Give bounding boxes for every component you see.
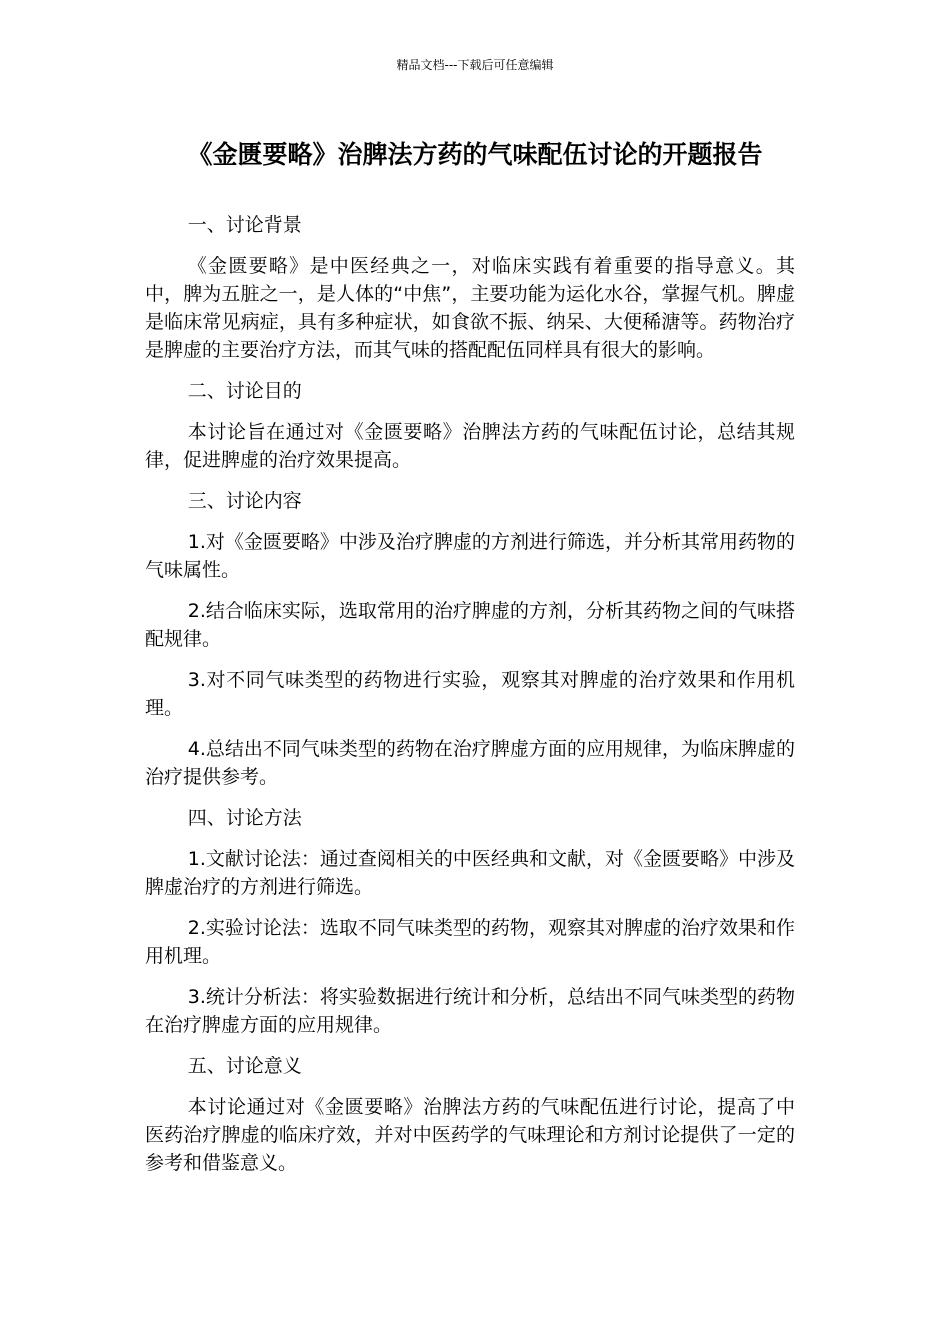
list-item-content-3: 3.对不同气味类型的药物进行实验，观察其对脾虚的治疗效果和作用机理。 [145,669,795,719]
section-heading-methods: 四、讨论方法 [187,807,302,829]
section-heading-content: 三、讨论内容 [187,490,302,512]
paragraph-background: 《金匮要略》是中医经典之一，对临床实践有着重要的指导意义。其中，脾为五脏之一，是人体的“中焦”，主要功能为运化水谷，掌握气机。脾虚是临床常见病症，具有多种症状，如食欲不振、纳呆、大便稀溏等。药物治疗是脾虚的主要治疗方法，而其气味的搭配配伍同样具有很大的影响。 [145,255,795,361]
list-item-method-1: 1.文献讨论法：通过查阅相关的中医经典和文献，对《金匮要略》中涉及脾虚治疗的方剂进行筛选。 [145,848,795,898]
section-heading-background: 一、讨论背景 [187,214,302,236]
document-body [145,211,795,1190]
list-item-method-3: 3.统计分析法：将实验数据进行统计和分析，总结出不同气味类型的药物在治疗脾虚方面的应用规律。 [145,986,795,1036]
section-heading-significance: 五、讨论意义 [187,1055,302,1077]
list-item-method-2: 2.实验讨论法：选取不同气味类型的药物，观察其对脾虚的治疗效果和作用机理。 [145,917,795,967]
paragraph-purpose: 本讨论旨在通过对《金匮要略》治脾法方药的气味配伍讨论，总结其规律，促进脾虚的治疗效果提高。 [145,421,795,471]
list-item-content-2: 2.结合临床实际，选取常用的治疗脾虚的方剂，分析其药物之间的气味搭配规律。 [145,600,795,650]
list-item-content-1: 1.对《金匮要略》中涉及治疗脾虚的方剂进行筛选，并分析其常用药物的气味属性。 [145,531,795,581]
header-note: 精品文档---下载后可任意编辑 [396,58,554,72]
section-heading-purpose: 二、讨论目的 [187,380,302,402]
list-item-content-4: 4.总结出不同气味类型的药物在治疗脾虚方面的应用规律，为临床脾虚的治疗提供参考。 [145,738,795,788]
paragraph-significance: 本讨论通过对《金匮要略》治脾法方药的气味配伍进行讨论，提高了中医药治疗脾虚的临床疗效，并对中医药学的气味理论和方剂讨论提供了一定的参考和借鉴意义。 [145,1096,795,1174]
document-title: 《金匮要略》治脾法方药的气味配伍讨论的开题报告 [187,140,763,169]
